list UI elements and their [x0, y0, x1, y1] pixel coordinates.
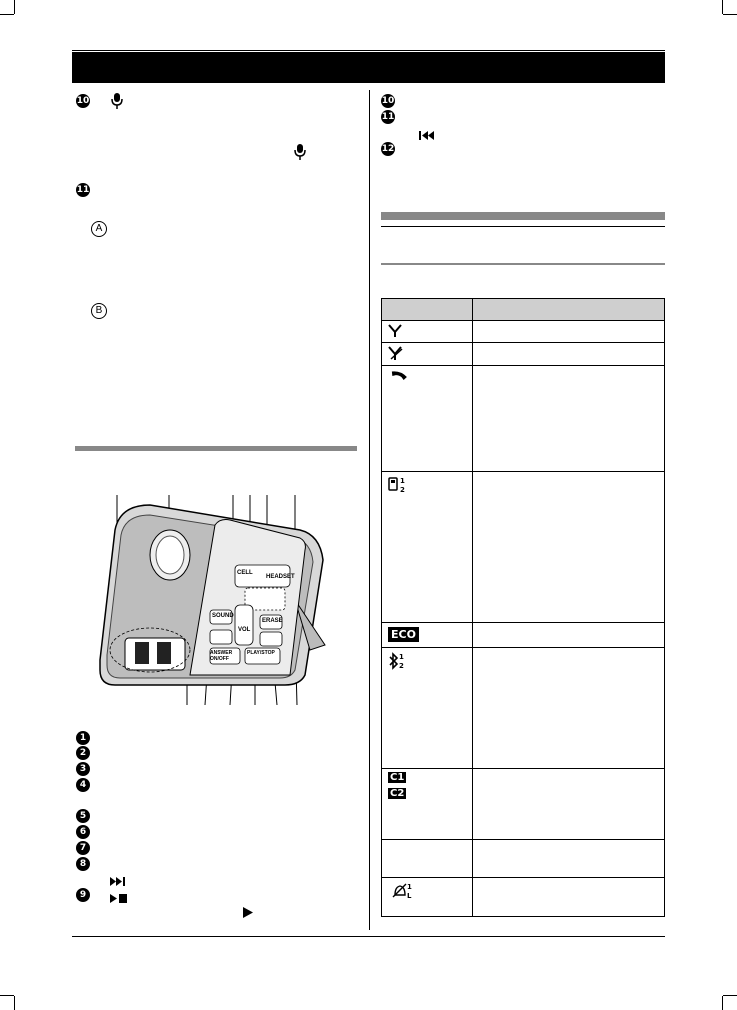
crop-mark [14, 996, 15, 1010]
crop-mark [0, 14, 14, 15]
circle-letter-b: B [91, 303, 107, 319]
column-divider [369, 90, 370, 930]
key-label-answer: ANSWER ON/OFF [210, 650, 233, 662]
line-12-icon [388, 476, 410, 499]
table-row [472, 320, 665, 343]
badge-10: 10 [76, 94, 90, 108]
badge-4: 4 [76, 778, 90, 792]
table-row [472, 768, 665, 840]
header-bar [72, 52, 665, 83]
microphone-icon [293, 143, 307, 166]
skip-forward-icon [110, 873, 128, 891]
key-label-erase: ERASE [262, 618, 283, 624]
footer-rule [72, 936, 665, 937]
svg-text:2: 2 [400, 486, 405, 494]
badge-11-right: 11 [381, 110, 395, 124]
handset-call-icon [388, 371, 408, 390]
table-row [472, 839, 665, 878]
c1-icon: C1 [390, 772, 405, 783]
badge-1: 1 [76, 731, 90, 745]
svg-text:1: 1 [400, 477, 405, 485]
crop-mark [723, 995, 737, 996]
crop-mark [722, 0, 723, 14]
bluetooth-2-icon [388, 652, 408, 675]
skip-back-icon [419, 127, 437, 145]
crop-mark [722, 996, 723, 1010]
badge-3: 3 [76, 762, 90, 776]
section-bar-right [381, 212, 665, 220]
base-unit-illustration [95, 490, 335, 710]
table-header-icon-col [381, 298, 473, 321]
eco-icon: ECO [388, 627, 419, 642]
table-row [472, 622, 665, 648]
key-label-sound: SOUND [212, 613, 234, 619]
header-top-rule [72, 50, 665, 51]
svg-text:2: 2 [399, 662, 404, 670]
c2-icon: C2 [390, 788, 405, 799]
badge-5: 5 [76, 809, 90, 823]
table-row [472, 342, 665, 366]
table-row [472, 647, 665, 769]
antenna-icon [388, 324, 402, 343]
rule [381, 226, 665, 227]
badge-7: 7 [76, 841, 90, 855]
ringer-off-icon [392, 882, 416, 905]
section-bar [75, 446, 357, 451]
table-row [472, 365, 665, 472]
table-row [472, 877, 665, 917]
key-label-playstop: PLAY/STOP [247, 650, 275, 656]
table-row [472, 471, 665, 623]
crop-mark [723, 14, 737, 15]
crop-mark [0, 995, 14, 996]
svg-text:L: L [407, 892, 412, 900]
badge-6: 6 [76, 825, 90, 839]
key-label-cell: CELL [237, 570, 253, 576]
circle-letter-a: A [91, 221, 107, 237]
microphone-icon [110, 92, 124, 115]
key-label-headset: HEADSET [266, 574, 295, 580]
svg-text:1: 1 [407, 883, 412, 891]
play-stop-icon [110, 890, 128, 908]
key-label-vol: VOL [238, 627, 251, 633]
table-row [381, 839, 473, 878]
rule [381, 263, 665, 265]
badge-10-right: 10 [381, 94, 395, 108]
badge-2: 2 [76, 746, 90, 760]
play-icon [243, 905, 253, 923]
badge-12-right: 12 [381, 142, 395, 156]
badge-11: 11 [76, 183, 90, 197]
no-antenna-icon [388, 346, 404, 366]
svg-text:1: 1 [399, 653, 404, 661]
badge-9: 9 [76, 888, 90, 902]
badge-8: 8 [76, 857, 90, 871]
table-header-meaning-col [472, 298, 665, 321]
crop-mark [14, 0, 15, 14]
